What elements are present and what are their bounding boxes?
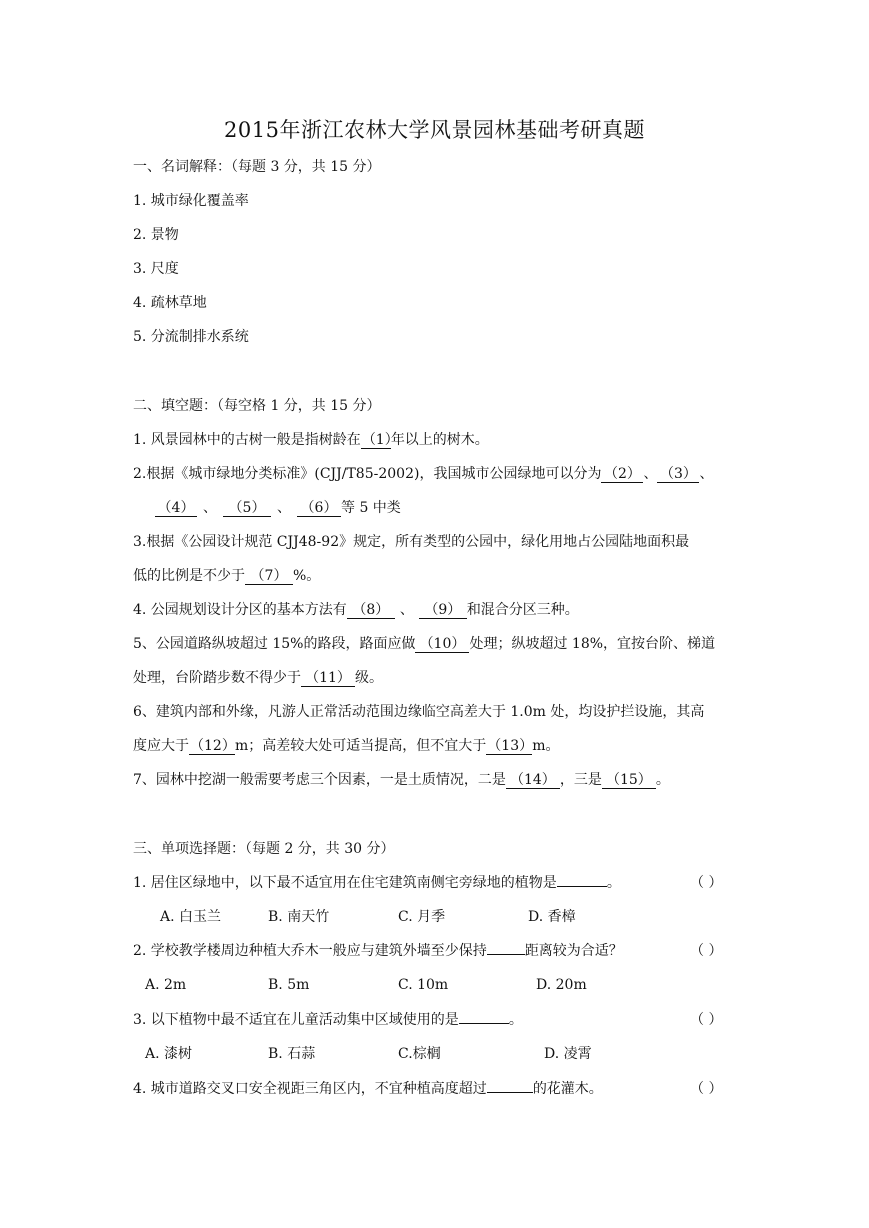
section3-heading: 三、单项选择题：（每题 2 分，共 30 分）	[133, 841, 395, 857]
option-b: B. 5m	[268, 977, 310, 993]
answer-paren: （ ）	[690, 1081, 723, 1097]
list-item: 2. 景物	[133, 227, 179, 243]
answer-blank	[487, 954, 525, 955]
option-d: D. 凌霄	[544, 1046, 592, 1062]
fill-question-2-cont: （4） 、 （5） 、 （6） 等 5 中类	[155, 498, 401, 518]
choice-options-1	[160, 907, 576, 927]
option-d: D. 20m	[536, 977, 587, 993]
fill-question-1: 1. 风景园林中的古树一般是指树龄在（1）年以上的树木。	[133, 432, 489, 448]
option-a: A. 白玉兰	[160, 909, 222, 925]
blank-15: （15）	[602, 772, 656, 789]
choice-question-2: 2. 学校教学楼周边种植大乔木一般应与建筑外墙至少保持 距离较为合适？	[133, 943, 623, 959]
option-c: C. 月季	[398, 909, 446, 925]
list-item: 1. 城市绿化覆盖率	[133, 193, 249, 209]
choice-question-4: 4. 城市道路交叉口安全视距三角区内，不宜种植高度超过 的花灌木。	[133, 1081, 603, 1097]
list-item: 4. 疏林草地	[133, 295, 207, 311]
blank-13: （13）	[487, 738, 534, 754]
answer-paren: （ ）	[690, 875, 723, 891]
list-item: 5. 分流制排水系统	[133, 329, 249, 345]
blank-4: （4）	[155, 500, 197, 517]
blank-9: （9）	[419, 602, 467, 619]
section1-heading: 一、名词解释：（每题 3 分，共 15 分）	[133, 159, 381, 175]
choice-question-3: 3. 以下植物中最不适宜在儿童活动集中区域使用的是 。	[133, 1012, 523, 1028]
blank-14: （14）	[506, 772, 560, 789]
fill-question-5: 5、公园道路纵坡超过 15%的路段，路面应做 （10） 处理；纵坡超过 18%，宜按台阶、梯道	[133, 636, 716, 652]
option-b: B. 石蒜	[268, 1046, 316, 1062]
fill-question-7: 7、园林中挖湖一般需要考虑三个因素，一是土质情况，二是 （14） ，三是 （15） 。	[133, 772, 670, 788]
fill-question-3: 3.根据《公园设计规范 CJJ48-92》规定，所有类型的公园中，绿化用地占公园陆地面积最	[133, 534, 690, 550]
option-a: A. 漆树	[145, 1046, 193, 1062]
answer-paren: （ ）	[690, 1012, 723, 1028]
choice-options-3	[145, 1044, 592, 1064]
fill-question-4: 4. 公园规划设计分区的基本方法有 （8） 、 （9） 和混合分区三种。	[133, 602, 579, 618]
fill-question-6: 6、建筑内部和外缘，凡游人正常活动范围边缘临空高差大于 1.0m 处，均设护拦设施，其高	[133, 704, 705, 720]
blank-10: （10）	[415, 636, 469, 653]
fill-question-2: 2.根据《城市绿地分类标准》(CJJ/T85-2002)，我国城市公园绿地可以分为 （2） 、 （3） 、	[133, 466, 714, 482]
blank-3: （3）	[657, 466, 699, 483]
option-c: C. 10m	[398, 977, 449, 993]
fill-question-5-cont: 处理，台阶踏步数不得少于 （11） 级。	[133, 670, 383, 686]
answer-paren: （ ）	[690, 943, 723, 959]
fill-question-3-cont: 低的比例是不少于 （7） %。	[133, 568, 321, 584]
blank-7: （7）	[245, 568, 293, 585]
option-b: B. 南天竹	[268, 909, 330, 925]
list-item: 3. 尺度	[133, 261, 179, 277]
blank-6: （6）	[297, 500, 341, 517]
section2-heading: 二、填空题：（每空格 1 分，共 15 分）	[133, 398, 381, 414]
answer-blank	[487, 1092, 533, 1093]
page-title: 2015年浙江农林大学风景园林基础考研真题	[224, 118, 645, 142]
blank-2: （2）	[601, 466, 643, 483]
choice-question-1: 1. 居住区绿地中，以下最不适宜用在住宅建筑南侧宅旁绿地的植物是 。	[133, 875, 621, 891]
blank-8: （8）	[347, 602, 395, 619]
blank-11: （11）	[301, 670, 355, 687]
blank-12: （12）	[190, 738, 236, 754]
option-a: A. 2m	[145, 977, 187, 993]
option-d: D. 香樟	[528, 909, 576, 925]
answer-blank	[459, 1023, 509, 1024]
option-c: C.棕榈	[398, 1046, 441, 1062]
blank-1: （1）	[361, 432, 399, 448]
answer-blank	[557, 886, 607, 887]
choice-options-2	[145, 975, 587, 995]
blank-5: （5）	[223, 500, 271, 517]
fill-question-6-cont: 度应大于（12）m；高差较大处可适当提高，但不宜大于（13）m。	[133, 738, 560, 754]
